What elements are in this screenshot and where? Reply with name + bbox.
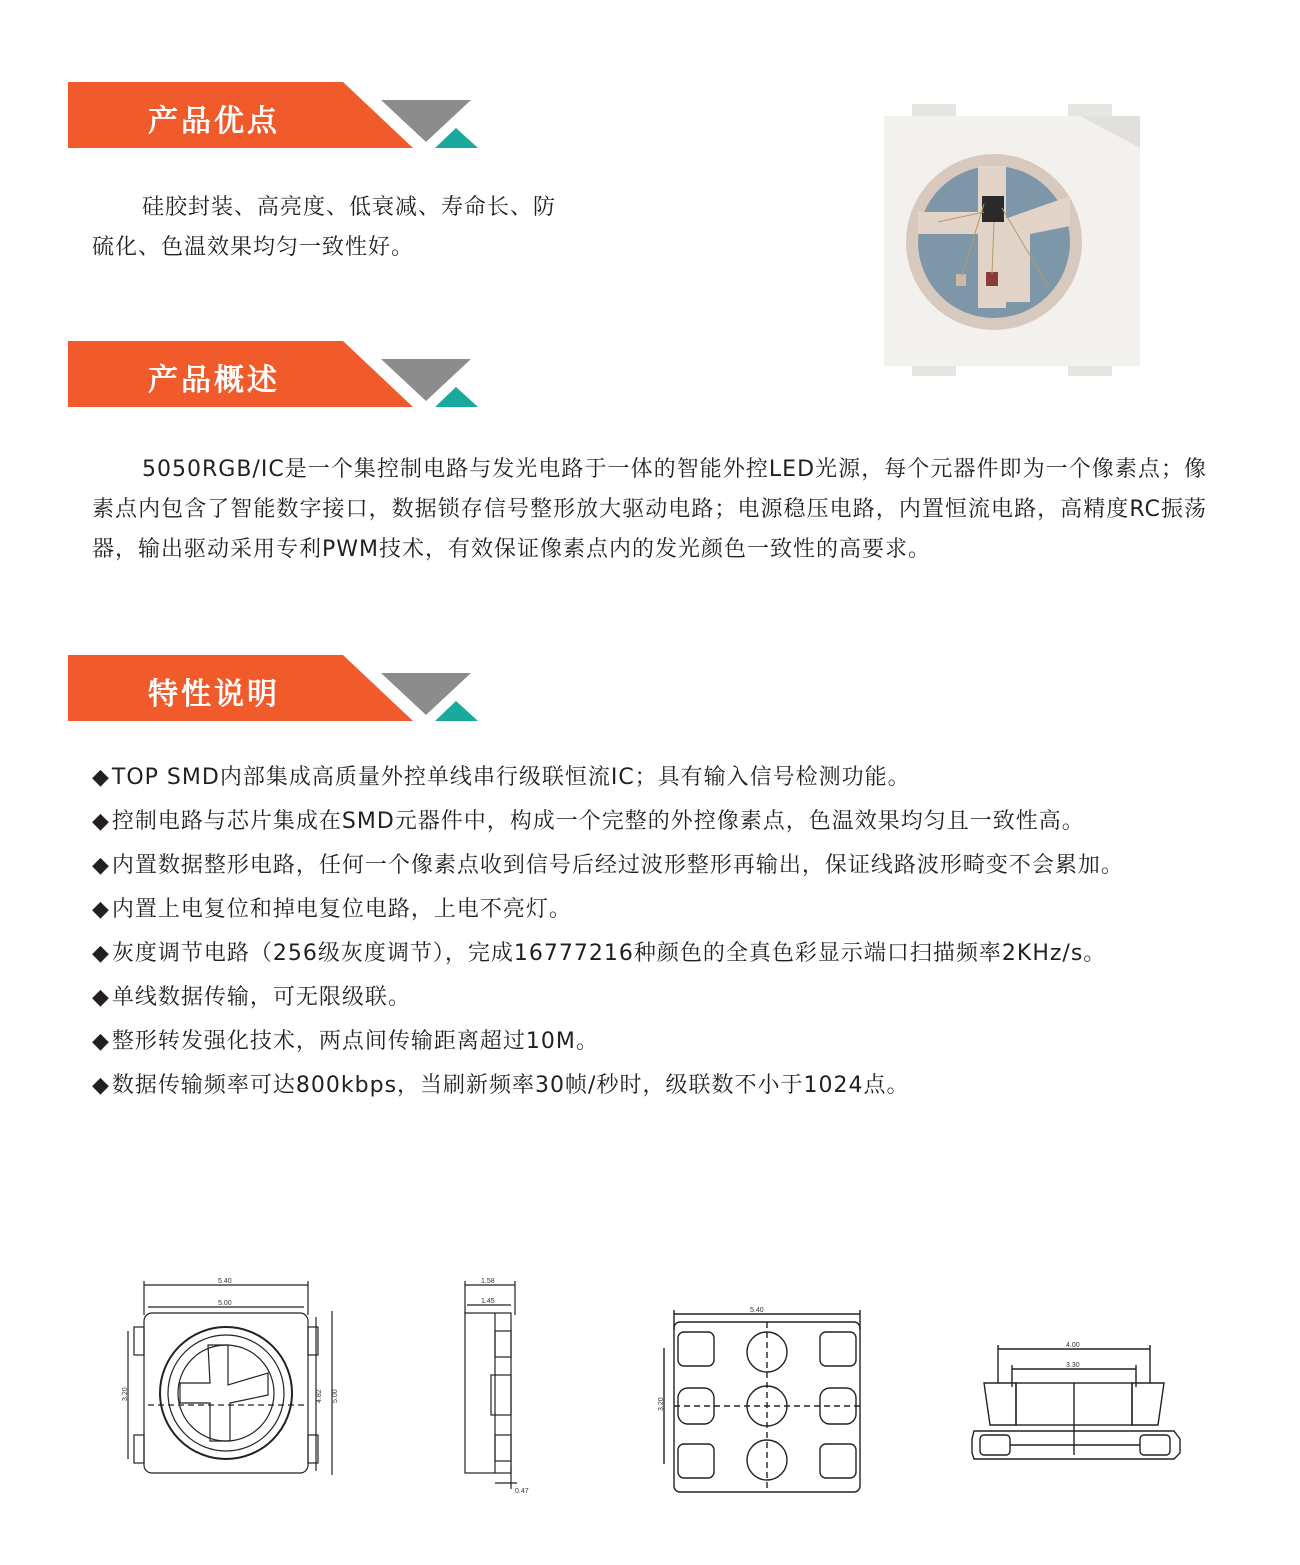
side-view-drawing — [455, 1275, 545, 1510]
bullet-icon: ◆ — [92, 985, 110, 1010]
features-list — [92, 760, 1212, 1112]
section-banner-features — [68, 655, 488, 725]
dim-label: 4.82 — [316, 1389, 323, 1403]
advantages-text: 硅胶封装、高亮度、低衰减、寿命长、防 硫化、色温效果均匀一致性好。 — [92, 195, 557, 260]
bullet-icon: ◆ — [92, 809, 110, 834]
dim-label: 1.58 — [481, 1278, 495, 1285]
bullet-icon: ◆ — [92, 897, 110, 922]
dim-label: 5.40 — [218, 1278, 232, 1285]
list-item: ◆灰度调节电路（256级灰度调节），完成16777216种颜色的全真色彩显示端口扫描频率2KHz/s。 — [92, 941, 1107, 966]
top-view-drawing — [118, 1275, 348, 1510]
product-photo — [884, 100, 1140, 382]
dim-label: 5.00 — [332, 1389, 339, 1403]
bottom-view-drawing — [650, 1300, 865, 1505]
bullet-icon: ◆ — [92, 1073, 110, 1098]
dim-label: 3.20 — [122, 1387, 129, 1401]
dim-label: 4.00 — [1066, 1342, 1080, 1349]
bullet-icon: ◆ — [92, 1029, 110, 1054]
bullet-icon: ◆ — [92, 853, 110, 878]
bullet-icon: ◆ — [92, 941, 110, 966]
list-item: ◆内置上电复位和掉电复位电路，上电不亮灯。 — [92, 897, 572, 922]
list-item: ◆控制电路与芯片集成在SMD元器件中，构成一个完整的外控像素点，色温效果均匀且一致性高。 — [92, 809, 1085, 834]
list-item: ◆单线数据传输，可无限级联。 — [92, 985, 411, 1010]
section-banner-advantages — [68, 82, 488, 152]
section-title: 产品优点 — [148, 104, 280, 139]
list-item: ◆整形转发强化技术，两点间传输距离超过10M。 — [92, 1029, 599, 1054]
section-banner-overview — [68, 341, 488, 411]
end-view-drawing — [970, 1335, 1185, 1475]
dim-label: 0.47 — [515, 1488, 529, 1495]
section-title: 特性说明 — [148, 677, 280, 712]
overview-text: 5050RGB/IC是一个集控制电路与发光电路于一体的智能外控LED光源，每个元器件即为一个像素点；像素点内包含了智能数字接口，数据锁存信号整形放大驱动电路；电源稳压电路，内置恒流电路，高精度RC振荡器，输出驱动采用专利PWM技术，有效保证像素点内的发光颜色一致性的高要求。 — [92, 457, 1207, 562]
list-item: ◆数据传输频率可达800kbps，当刷新频率30帧/秒时，级联数不小于1024点。 — [92, 1073, 910, 1098]
list-item: ◆TOP SMD内部集成高质量外控单线串行级联恒流IC；具有输入信号检测功能。 — [92, 765, 911, 790]
section-title: 产品概述 — [148, 363, 280, 398]
dim-label: 5.00 — [218, 1300, 232, 1307]
list-item: ◆内置数据整形电路，任何一个像素点收到信号后经过波形整形再输出，保证线路波形畸变不会累加。 — [92, 853, 1124, 878]
dim-label: 5.40 — [750, 1307, 764, 1314]
dim-label: 1.45 — [481, 1298, 495, 1305]
dim-label: 3.20 — [658, 1397, 665, 1411]
dim-label: 3.30 — [1066, 1362, 1080, 1369]
bullet-icon: ◆ — [92, 765, 110, 790]
